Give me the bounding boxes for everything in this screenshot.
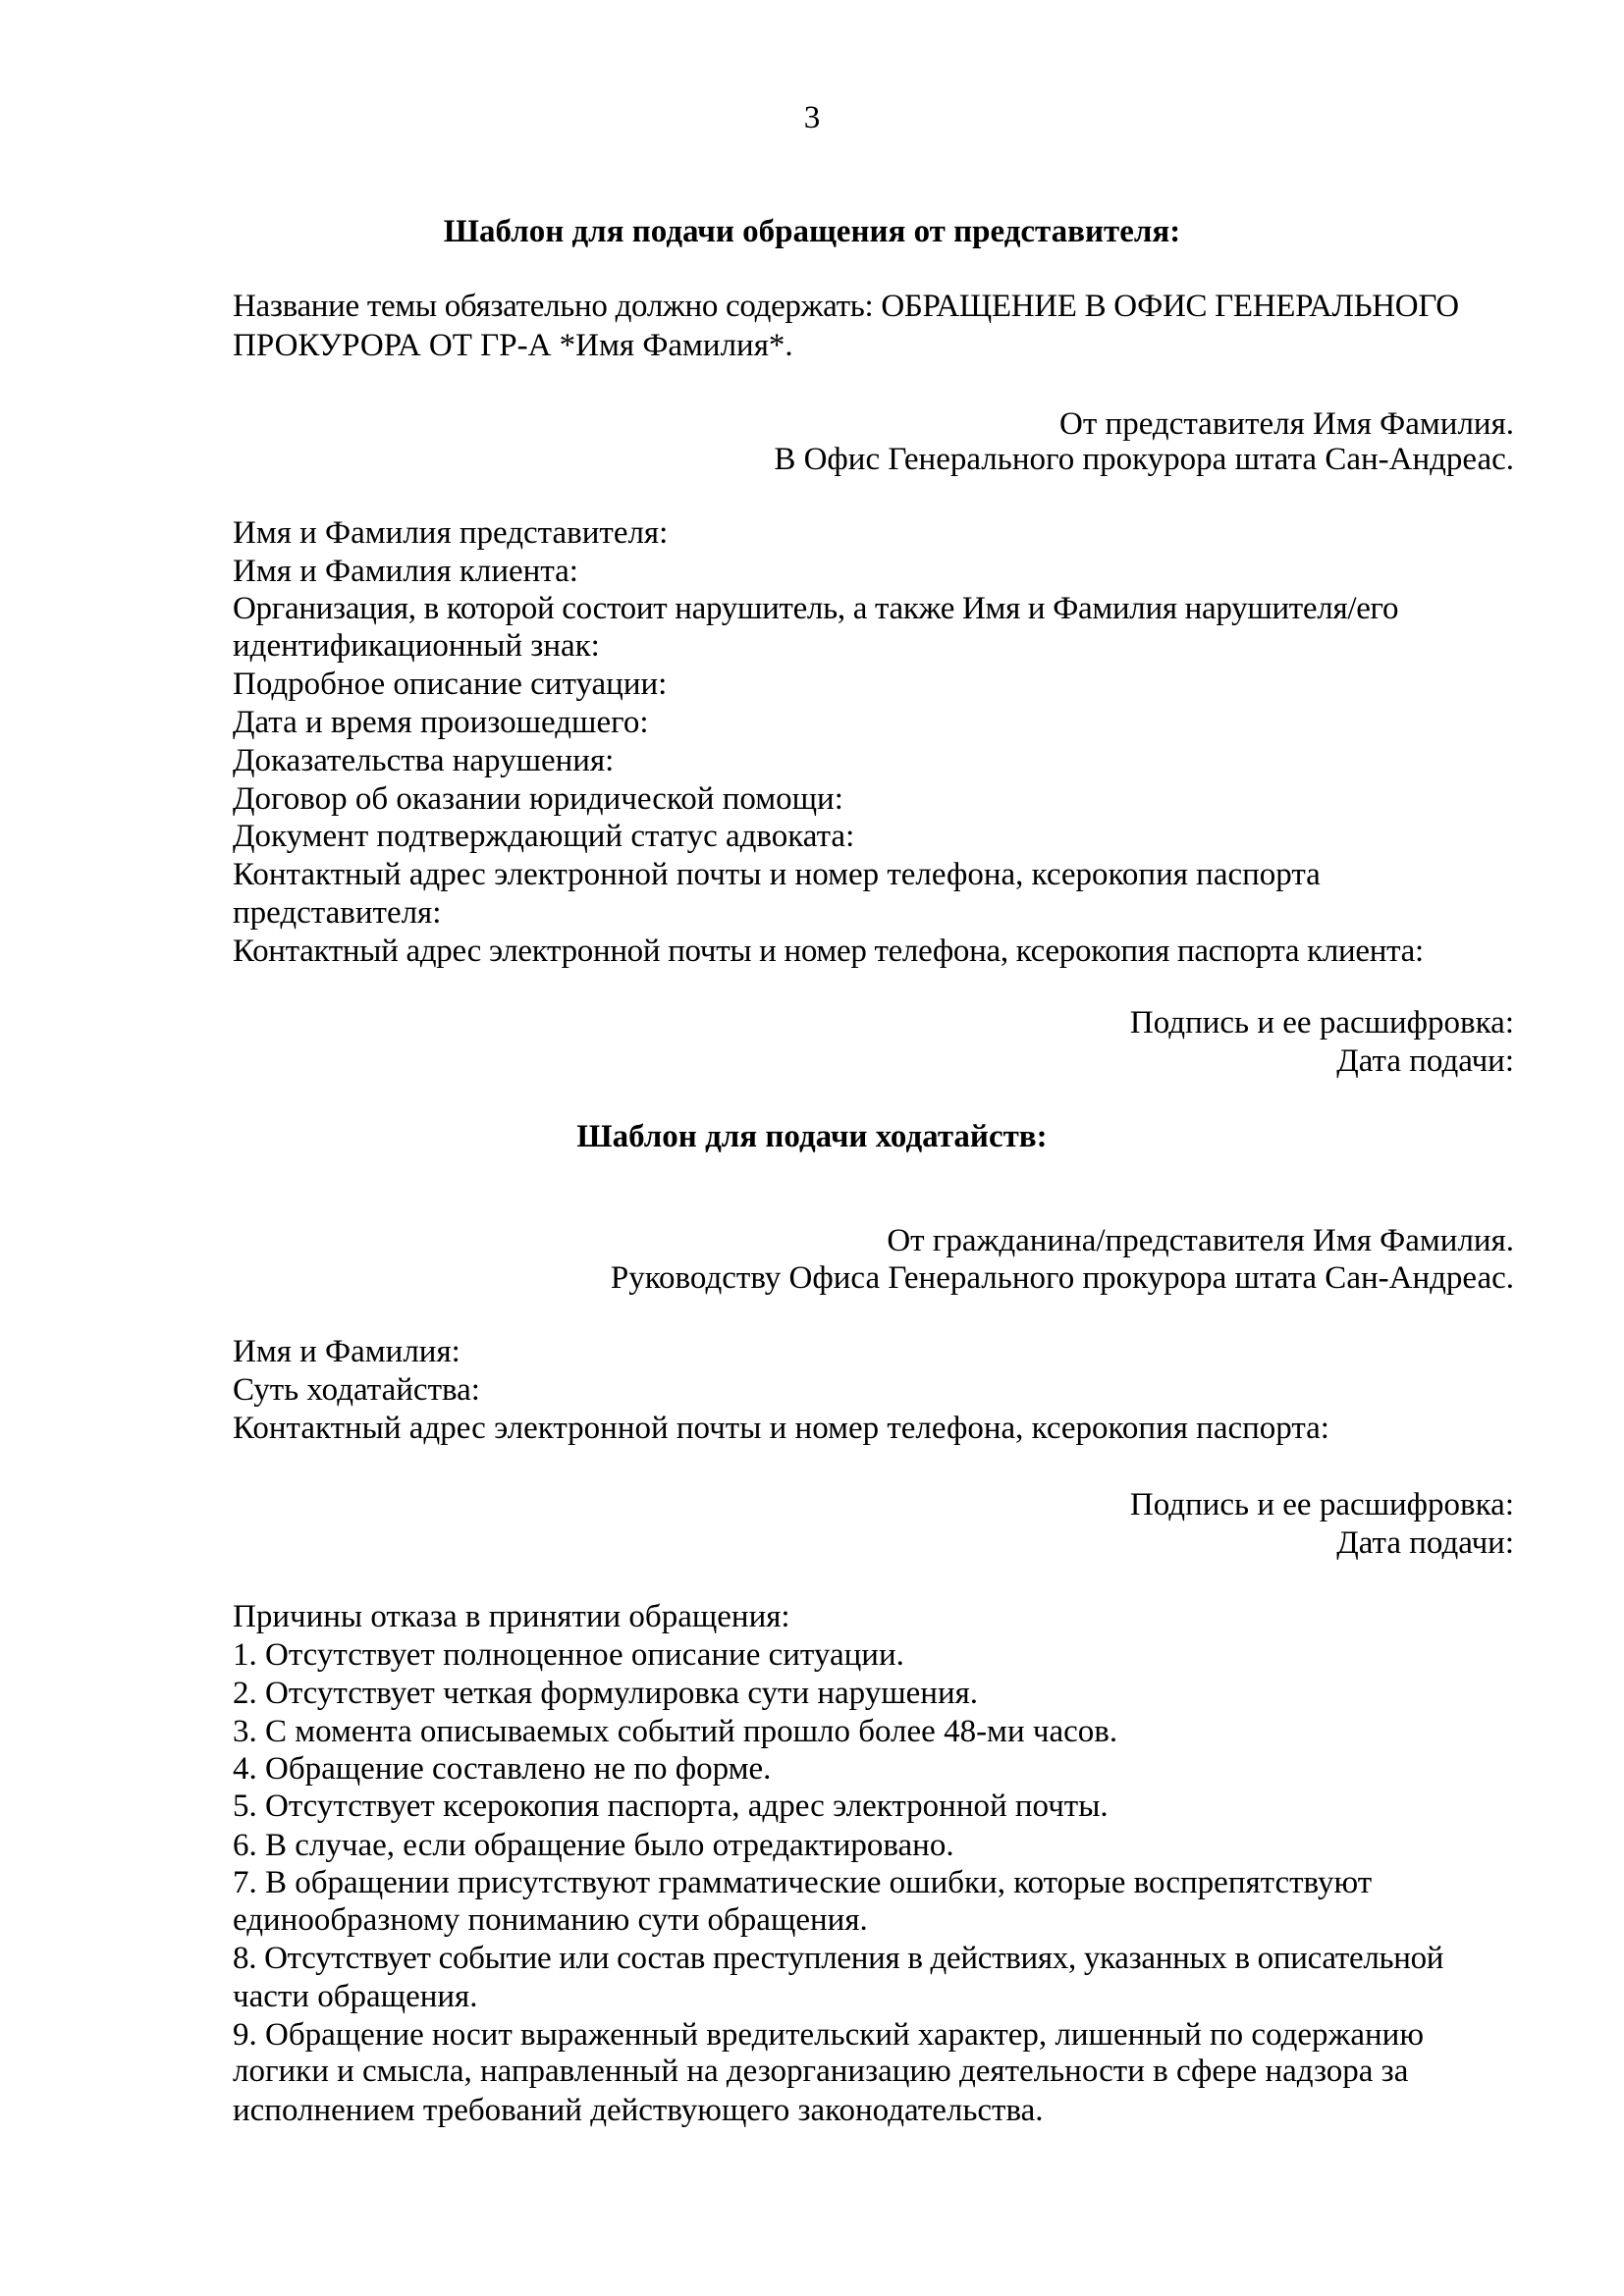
reason-line: 8. Отсутствует событие или состав преступления в действиях, указанных в описательной: [233, 1941, 1444, 1976]
intro-line: Название темы обязательно должно содержать: ОБРАЩЕНИЕ В ОФИС ГЕНЕРАЛЬНОГО: [233, 289, 1459, 324]
addressee-line: Руководству Офиса Генерального прокурора штата Сан-Андреас.: [610, 1260, 1514, 1296]
field-line: Имя и Фамилия представителя:: [233, 515, 669, 551]
field-line: Имя и Фамилия клиента:: [233, 554, 578, 589]
reason-line: 2. Отсутствует четкая формулировка сути нарушения.: [233, 1676, 979, 1711]
reason-line: исполнением требований действующего законодательства.: [233, 2093, 1044, 2128]
field-line: Контактный адрес электронной почты и номер телефона, ксерокопия паспорта клиента:: [233, 934, 1424, 969]
reason-line: 7. В обращении присутствуют грамматические ошибки, которые воспрепятствуют: [233, 1865, 1373, 1900]
addressee-line: В Офис Генерального прокурора штата Сан-Андреас.: [774, 442, 1514, 477]
field-line: Документ подтверждающий статус адвоката:: [233, 819, 855, 854]
section-title: Шаблон для подачи ходатайств:: [576, 1119, 1048, 1154]
reason-line: 6. В случае, если обращение было отредактировано.: [233, 1828, 954, 1863]
field-line: Подробное описание ситуации:: [233, 667, 668, 702]
field-line: Организация, в которой состоит нарушитель, а также Имя и Фамилия нарушителя/его: [233, 591, 1399, 626]
reason-line: 4. Обращение составлено не по форме.: [233, 1751, 772, 1787]
page-number: 3: [803, 100, 821, 135]
intro-line: ПРОКУРОРА ОТ ГР-А *Имя Фамилия*.: [233, 328, 793, 363]
reason-line: логики и смысла, направленный на дезорганизацию деятельности в сфере надзора за: [233, 2054, 1409, 2089]
field-line: Договор об оказании юридической помощи:: [233, 781, 843, 817]
signature-line: Подпись и ее расшифровка:: [1129, 1005, 1514, 1041]
reason-line: части обращения.: [233, 1979, 478, 2014]
field-line: Суть ходатайства:: [233, 1372, 480, 1408]
addressee-line: От гражданина/представителя Имя Фамилия.: [887, 1223, 1514, 1258]
reason-line: единообразному пониманию сути обращения.: [233, 1902, 868, 1938]
reason-line: 3. С момента описываемых событий прошло более 48-ми часов.: [233, 1714, 1118, 1749]
reason-line: 5. Отсутствует ксерокопия паспорта, адрес электронной почты.: [233, 1789, 1109, 1824]
reason-line: 9. Обращение носит выраженный вредительский характер, лишенный по содержанию: [233, 2017, 1424, 2053]
reasons-title: Причины отказа в принятии обращения:: [233, 1599, 790, 1634]
addressee-line: От представителя Имя Фамилия.: [1059, 406, 1514, 442]
field-line: Доказательства нарушения:: [233, 743, 615, 778]
reason-line: 1. Отсутствует полноценное описание ситуации.: [233, 1637, 904, 1673]
field-line: Контактный адрес электронной почты и номер телефона, ксерокопия паспорта:: [233, 1411, 1329, 1446]
signature-line: Подпись и ее расшифровка:: [1129, 1487, 1514, 1522]
field-line: Имя и Фамилия:: [233, 1334, 460, 1369]
field-line: Контактный адрес электронной почты и номер телефона, ксерокопия паспорта: [233, 857, 1321, 892]
field-line: идентификационный знак:: [233, 628, 600, 664]
date-line: Дата подачи:: [1336, 1043, 1514, 1079]
section-title: Шаблон для подачи обращения от представителя:: [443, 214, 1181, 249]
field-line: представителя:: [233, 895, 442, 931]
field-line: Дата и время произошедшего:: [233, 705, 649, 740]
date-line: Дата подачи:: [1336, 1525, 1514, 1561]
